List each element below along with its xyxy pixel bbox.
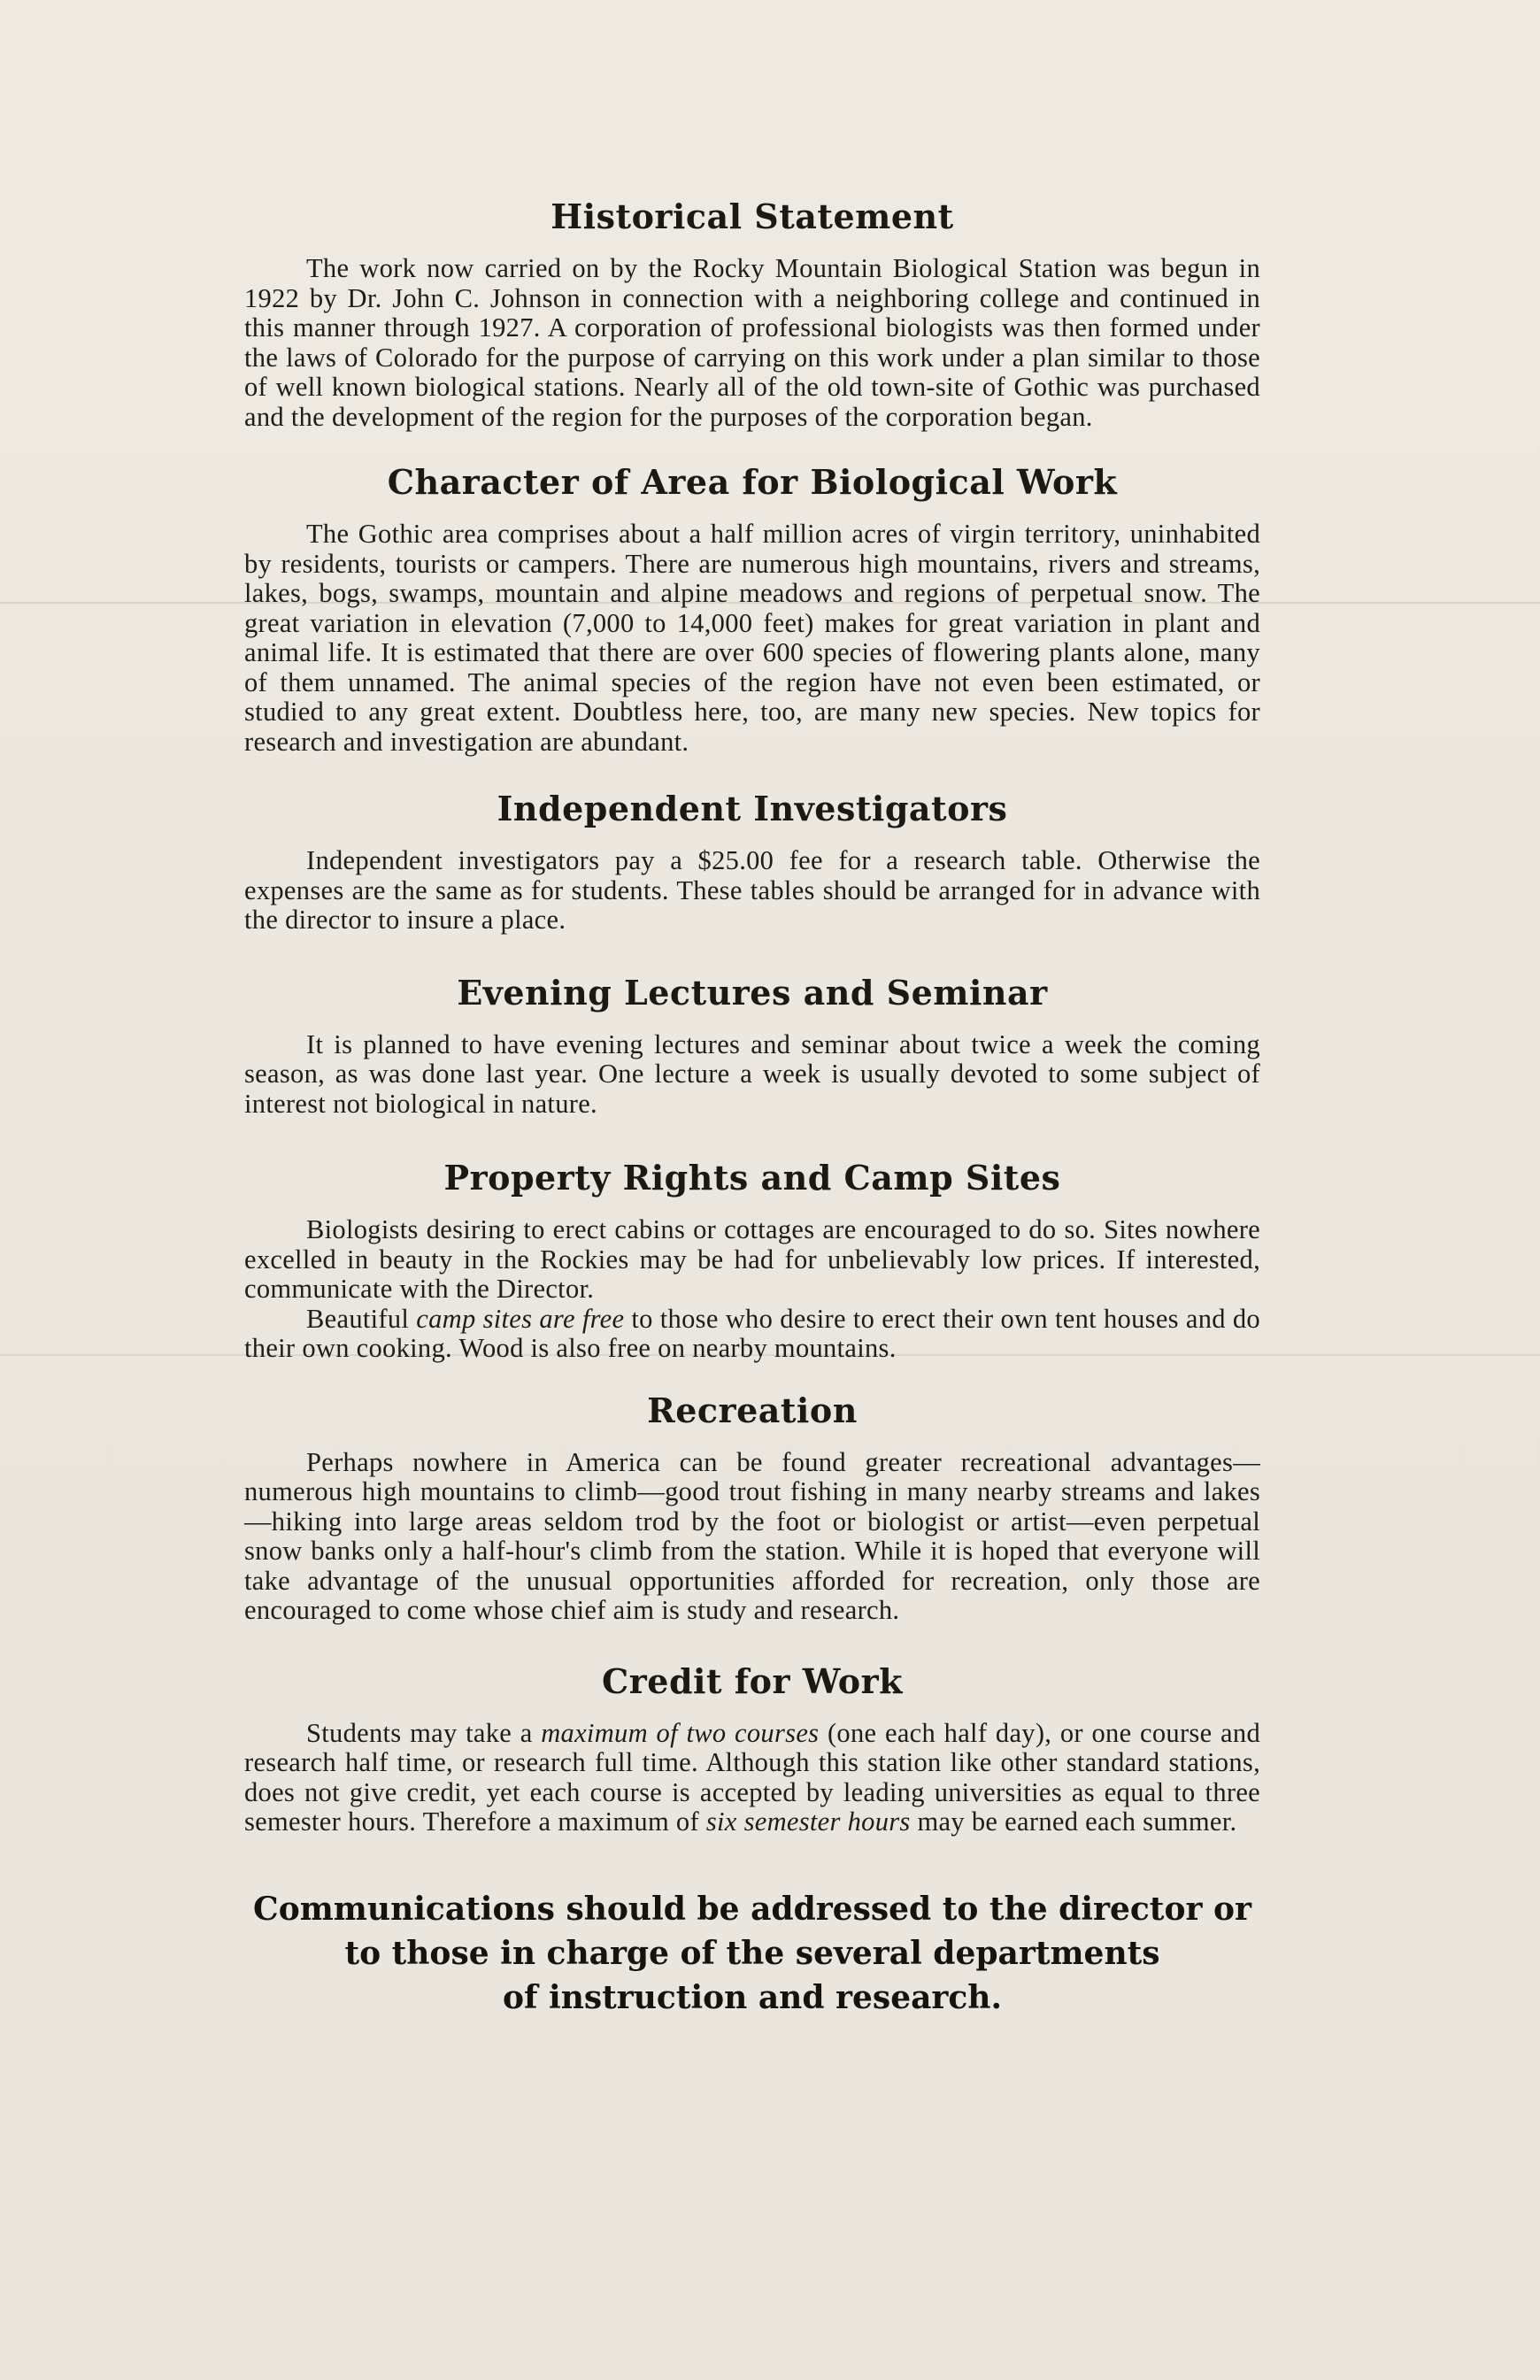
text-run: to those who desire to erect their own tent houses and do their own cooking. Wood is also free on nearby mountains. — [244, 1303, 1260, 1363]
section-heading: Credit for Work — [602, 1660, 903, 1701]
section-paragraph: It is planned to have evening lectures and seminar about twice a week the coming season, as was done last year. One lecture a week is usually devoted to some subject of interest not biological in nature. — [244, 1028, 1260, 1119]
italic-run: maximum of two courses — [541, 1717, 820, 1748]
section-independent-investigators — [244, 789, 1260, 936]
italic-run: camp sites are free — [416, 1303, 625, 1334]
section-paragraph: Independent investigators pay a $25.00 fee for a research table. Otherwise the expenses are the same as for students. These tables should be arranged for in advance with the director to insure a place. — [244, 845, 1260, 935]
section-heading: Evening Lectures and Seminar — [457, 972, 1048, 1013]
section-heading: Character of Area for Biological Work — [387, 462, 1118, 502]
section-property-rights — [244, 1158, 1260, 1364]
section-paragraph-2 — [244, 1305, 1260, 1364]
section-paragraph: Perhaps nowhere in America can be found greater recreational advantages—numerous high mountains to climb—good trout fishing in many nearby streams and lakes—hiking into large areas seldom trod by the foot or biologist or artist—even perpetual snow banks only a half-hour's climb from the station. While it is hoped that everyone will take advantage of the unusual opportunities afforded for recreation, only those are encouraged to come whose chief aim is study and research. — [244, 1446, 1260, 1625]
closing-line: of instruction and research. — [502, 1978, 1003, 2016]
section-paragraph: The work now carried on by the Rocky Mountain Biological Station was begun in 1922 by Dr. John C. Johnson in connection with a neighboring college and continued in this manner through 1927. A corporation of professional biologists was then formed under the laws of Colorado for the purpose of carrying on this work under a plan similar to those of well known biological stations. Nearly all of the old town-site of Gothic was purchased and the development of the region for the purposes of the corporation began. — [244, 253, 1260, 432]
closing-line: to those in charge of the several departments — [344, 1934, 1160, 1972]
section-historical-statement — [244, 196, 1260, 432]
section-paragraph — [244, 1719, 1260, 1837]
section-heading: Property Rights and Camp Sites — [443, 1158, 1061, 1198]
section-paragraph: The Gothic area comprises about a half million acres of virgin territory, uninhabited by residents, tourists or campers. There are numerous high mountains, rivers and streams, lakes, bogs, swamps, mountain and alpine meadows and regions of perpetual snow. The great variation in elevation (7,000 to 14,000 feet) makes for great variation in plant and animal life. It is estimated that there are over 600 species of flowering plants alone, many of them unnamed. The animal species of the region have not even been estimated, or studied to any great extent. Doubtless here, too, are many new species. New topics for research and investigation are abundant. — [244, 519, 1260, 757]
section-heading: Historical Statement — [551, 196, 954, 236]
closing-statement — [244, 1887, 1260, 2020]
section-heading: Independent Investigators — [497, 789, 1008, 828]
document-body — [244, 196, 1260, 2020]
text-run: Students may take a — [306, 1717, 542, 1748]
section-credit-for-work — [244, 1661, 1260, 1837]
text-run: may be earned each summer. — [910, 1806, 1237, 1837]
section-evening-lectures — [244, 973, 1260, 1120]
section-paragraph: Biologists desiring to erect cabins or cottages are encouraged to do so. Sites nowhere excelled in beauty in the Rockies may be had for unbelievably low prices. If interested, communicate with the Director. — [244, 1214, 1260, 1304]
section-character-of-area — [244, 462, 1260, 757]
italic-run: six semester hours — [705, 1806, 911, 1837]
section-recreation — [244, 1390, 1260, 1626]
closing-line: Communications should be addressed to the director or — [253, 1890, 1251, 1928]
section-heading: Recreation — [647, 1390, 858, 1430]
text-run: (one each half day), or one course and research half time, or research full time. Although this station like other standard stations, does not give credit, yet each course is accepted by leading universities as equal to three semester hours. Therefore a maximum of — [244, 1717, 1260, 1837]
text-run: Beautiful — [306, 1303, 417, 1334]
